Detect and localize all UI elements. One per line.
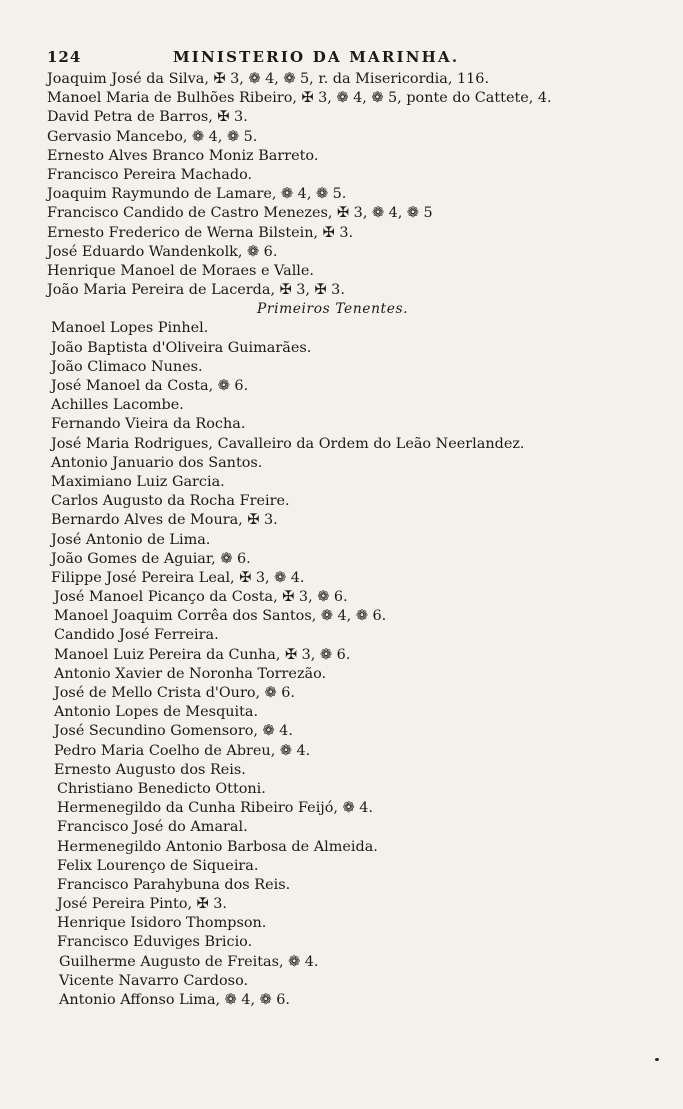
list-item: João Gomes de Aguiar, ❁ 6. xyxy=(51,550,251,567)
list-item: João Maria Pereira de Lacerda, ✠ 3, ✠ 3. xyxy=(47,282,345,299)
page-number: 124 xyxy=(47,48,82,66)
list-item: Hermenegildo da Cunha Ribeiro Feijó, ❁ 4. xyxy=(57,800,373,817)
list-item: Maximiano Luiz Garcia. xyxy=(51,473,225,490)
list-item: Bernardo Alves de Moura, ✠ 3. xyxy=(51,512,278,529)
list-item: Joaquim Raymundo de Lamare, ❁ 4, ❁ 5. xyxy=(47,186,347,203)
list-item: José de Mello Crista d'Ouro, ❁ 6. xyxy=(54,685,296,701)
list-item: Joaquim José da Silva, ✠ 3, ❁ 4, ❁ 5, r. da Misericordia, 116. xyxy=(47,71,490,87)
list-item: José Maria Rodrigues, Cavalleiro da Ordem do Leão Neerlandez. xyxy=(51,435,525,452)
list-item: Antonio Januario dos Santos. xyxy=(51,454,263,471)
list-item: José Eduardo Wandenkolk, ❁ 6. xyxy=(47,243,278,260)
list-item: Manoel Joaquim Corrêa dos Santos, ❁ 4, ❁ 6. xyxy=(54,608,387,625)
list-item: Francisco Eduviges Bricio. xyxy=(57,934,253,951)
list-item: Gervasio Mancebo, ❁ 4, ❁ 5. xyxy=(47,128,258,145)
list-item: José Pereira Pinto, ✠ 3. xyxy=(57,896,228,913)
list-item: João Climaco Nunes. xyxy=(51,358,203,375)
list-item: Christiano Benedicto Ottoni. xyxy=(57,780,266,797)
list-item: Filippe José Pereira Leal, ✠ 3, ❁ 4. xyxy=(51,569,305,586)
list-item: José Antonio de Lima. xyxy=(51,531,211,548)
list-item: José Manoel Picanço da Costa, ✠ 3, ❁ 6. xyxy=(54,589,348,606)
list-item: Felix Lourenço de Siqueira. xyxy=(57,857,259,874)
list-item: Antonio Lopes de Mesquita. xyxy=(54,704,259,721)
list-item: Manoel Maria de Bulhões Ribeiro, ✠ 3, ❁ 4, ❁ 5, ponte do Cattete, 4. xyxy=(47,90,552,107)
list-item: Fernando Vieira da Rocha. xyxy=(51,416,246,433)
list-item: Henrique Manoel de Moraes e Valle. xyxy=(47,262,314,279)
list-item: Manoel Luiz Pereira da Cunha, ✠ 3, ❁ 6. xyxy=(54,646,351,663)
list-item: Francisco José do Amaral. xyxy=(57,819,248,836)
list-item: Achilles Lacombe. xyxy=(51,397,184,414)
page-header xyxy=(47,48,467,70)
list-item: Manoel Lopes Pinhel. xyxy=(51,320,209,337)
list-item: Ernesto Frederico de Werna Bilstein, ✠ 3. xyxy=(47,224,354,241)
list-item: Guilherme Augusto de Freitas, ❁ 4. xyxy=(59,953,319,970)
list-item: Pedro Maria Coelho de Abreu, ❁ 4. xyxy=(54,742,311,759)
section-title: Primeiros Tenentes. xyxy=(257,301,409,318)
list-item: Francisco Pereira Machado. xyxy=(47,166,253,183)
list-item: João Baptista d'Oliveira Guimarães. xyxy=(51,339,312,356)
ink-speck-decoration xyxy=(655,1058,659,1061)
running-title: MINISTERIO DA MARINHA. xyxy=(173,48,460,66)
list-item: David Petra de Barros, ✠ 3. xyxy=(47,109,248,126)
entry-list xyxy=(47,70,677,1010)
list-item: Hermenegildo Antonio Barbosa de Almeida. xyxy=(57,838,378,855)
list-item: Francisco Candido de Castro Menezes, ✠ 3, ❁ 4, ❁ 5 xyxy=(47,205,433,222)
list-item: Antonio Xavier de Noronha Torrezão. xyxy=(54,665,327,682)
list-item: Vicente Navarro Cardoso. xyxy=(59,972,249,989)
list-item: Francisco Parahybuna dos Reis. xyxy=(57,876,291,893)
list-item: Ernesto Alves Branco Moniz Barreto. xyxy=(47,147,319,164)
list-item: Ernesto Augusto dos Reis. xyxy=(54,761,246,778)
list-item: Carlos Augusto da Rocha Freire. xyxy=(51,493,290,510)
list-item: Antonio Affonso Lima, ❁ 4, ❁ 6. xyxy=(59,992,290,1008)
list-item: José Secundino Gomensoro, ❁ 4. xyxy=(54,723,293,740)
list-item: Henrique Isidoro Thompson. xyxy=(57,915,267,932)
list-item: José Manoel da Costa, ❁ 6. xyxy=(51,378,249,394)
list-item: Candido José Ferreira. xyxy=(54,627,219,644)
